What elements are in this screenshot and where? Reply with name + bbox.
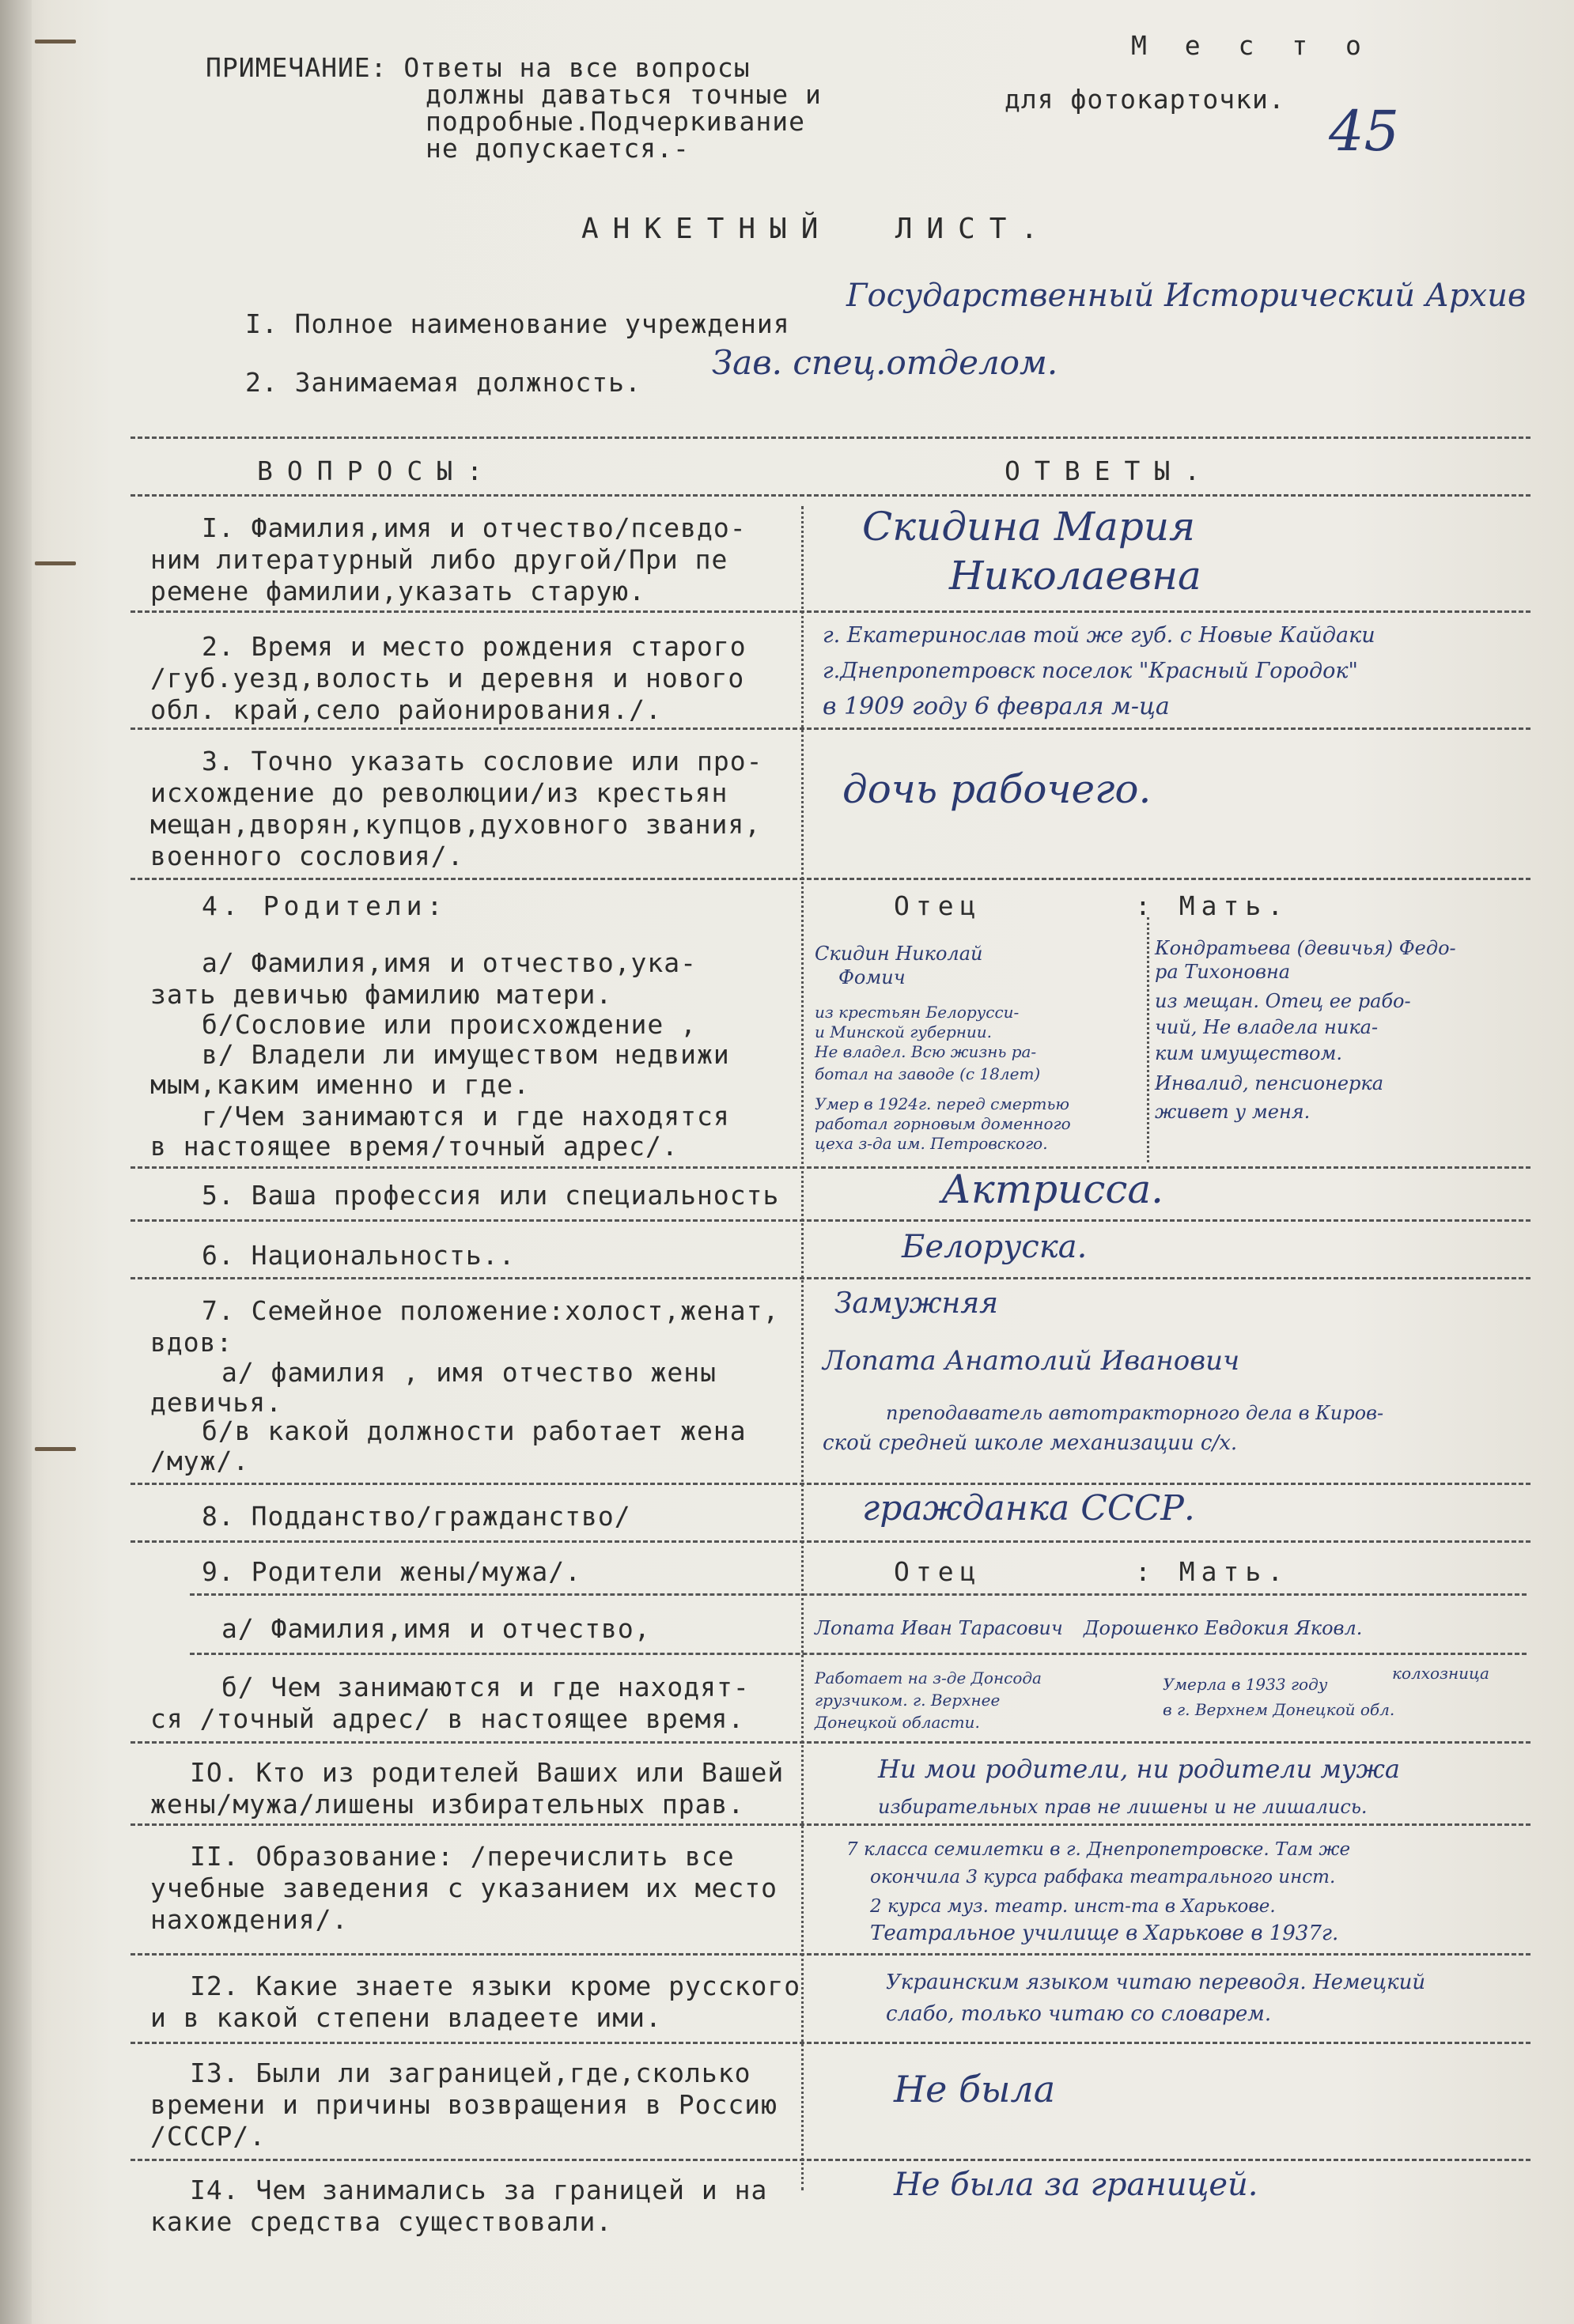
photo-place-label: М е с т о	[1131, 30, 1372, 61]
column-divider	[801, 506, 804, 2190]
q6-answer: Белоруска.	[902, 1229, 1088, 1265]
q4-father-head: Отец	[894, 890, 982, 921]
q4-text: б/Сословие или происхождение ,	[202, 1009, 698, 1040]
q11-answer: 7 класса семилетки в г. Днепропетровске. Там же	[846, 1839, 1351, 1860]
divider	[131, 1277, 1530, 1279]
q4-father-answer: Фомич	[838, 966, 906, 988]
q2-text: /губ.уезд,волость и деревня и нового	[150, 663, 745, 693]
q7-answer: Замужняя	[834, 1287, 998, 1320]
q4-mother-answer: живет у меня.	[1155, 1101, 1311, 1123]
q4-mother-answer: Кондратьева (девичья) Федо-	[1155, 937, 1456, 959]
q7-answer: ской средней школе механизации с/х.	[823, 1431, 1238, 1455]
divider	[131, 610, 1530, 613]
q4-text: зать девичью фамилию матери.	[150, 979, 613, 1010]
note-line: не допускается.-	[426, 133, 690, 164]
divider	[131, 436, 1530, 439]
answers-header: ОТВЕТЫ.	[1005, 455, 1215, 486]
q7-text: 7. Семейное положение:холост,женат,	[202, 1295, 780, 1326]
q4-text: в настоящее время/точный адрес/.	[150, 1131, 679, 1162]
q3-text: исхождение до революции/из крестьян	[150, 777, 728, 808]
q5-text: 5. Ваша профессия или специальность	[202, 1180, 780, 1211]
binding-edge	[0, 0, 32, 2324]
q11-answer: окончила 3 курса рабфака театрального инст.	[870, 1867, 1336, 1888]
q1-answer: Скидина Мария	[862, 504, 1196, 550]
q4-father-answer: и Минской губернии.	[815, 1022, 993, 1041]
page-title: АНКЕТНЫЙ ЛИСТ.	[581, 213, 1053, 245]
q6-text: 6. Национальность..	[202, 1240, 516, 1271]
q4-father-answer: цеха з-да им. Петровского.	[815, 1134, 1048, 1153]
q10-answer: избирательных прав не лишены и не лишались.	[878, 1796, 1368, 1818]
q14-text: какие средства существовали.	[150, 2206, 613, 2237]
q9b-text: б/ Чем занимаются и где находят-	[221, 1672, 750, 1702]
photo-place-label: для фотокарточки.	[1005, 84, 1285, 115]
q7-text: /муж/.	[150, 1445, 250, 1476]
q5-answer: Актрисса.	[941, 1166, 1164, 1212]
q4-text: в/ Владели ли имуществом недвижи	[202, 1039, 730, 1070]
divider	[131, 1823, 1530, 1826]
q12-text: I2. Какие знаете языки кроме русского	[190, 1971, 801, 2001]
q9-father-head: Отец	[894, 1556, 982, 1587]
q14-answer: Не была за границей.	[894, 2167, 1258, 2203]
institution-label: I. Полное наименование учреждения	[245, 308, 790, 339]
q1-answer: Николаевна	[949, 553, 1201, 599]
q9a-mother-answer: Дорошенко Евдокия Яковл.	[1084, 1617, 1363, 1639]
q3-answer: дочь рабочего.	[842, 766, 1152, 812]
q7-text: девичья.	[150, 1387, 282, 1418]
q13-text: I3. Были ли заграницей,где,сколько	[190, 2058, 751, 2088]
q10-answer: Ни мои родители, ни родители мужа	[878, 1754, 1400, 1784]
column-divider	[1147, 917, 1149, 1162]
q2-text: обл. край,село районирования./.	[150, 694, 662, 725]
q2-answer: г. Екатеринослав той же губ. с Новые Кайдаки	[823, 623, 1375, 648]
q10-text: IO. Кто из родителей Ваших или Вашей	[190, 1757, 785, 1788]
q7-answer: Лопата Анатолий Иванович	[823, 1345, 1240, 1377]
q4-father-answer: Умер в 1924г. перед смертью	[815, 1094, 1070, 1113]
q3-text: военного сословия/.	[150, 841, 464, 871]
q13-answer: Не была	[894, 2068, 1056, 2110]
note-line: ПРИМЕЧАНИЕ: Ответы на все вопросы	[206, 52, 751, 83]
q12-answer: слабо, только читаю со словарем.	[886, 2002, 1272, 2026]
q9b-mother-answer: в г. Верхнем Донецкой обл.	[1163, 1700, 1395, 1719]
q9-text: 9. Родители жены/мужа/.	[202, 1556, 581, 1587]
q9b-mother-answer: Умерла в 1933 году	[1163, 1675, 1328, 1694]
q9a-father-answer: Лопата Иван Тарасович	[815, 1617, 1063, 1639]
divider	[131, 1741, 1530, 1744]
q4-mother-answer: ким имуществом.	[1155, 1042, 1342, 1064]
staple	[35, 40, 76, 43]
q13-text: времени и причины возвращения в Россию	[150, 2089, 778, 2120]
q4-father-answer: из крестьян Белорусси-	[815, 1003, 1020, 1022]
q8-answer: гражданка СССР.	[862, 1488, 1195, 1529]
q4-head: 4. Родители:	[202, 890, 448, 921]
q12-answer: Украинским языком читаю переводя. Немецкий	[886, 1971, 1426, 1994]
divider	[190, 1653, 1527, 1655]
q2-answer: г.Днепропетровск поселок "Красный Городок"	[823, 659, 1358, 683]
q13-text: /СССР/.	[150, 2121, 267, 2152]
q9a-text: а/ Фамилия,имя и отчество,	[221, 1613, 651, 1644]
divider	[131, 1483, 1530, 1485]
divider	[131, 494, 1530, 497]
q2-text: 2. Время и место рождения старого	[202, 631, 747, 662]
note-line: должны даваться точные и	[426, 79, 822, 110]
questions-header: ВОПРОСЫ:	[257, 455, 497, 486]
divider	[131, 727, 1530, 730]
q4-text: а/ Фамилия,имя и отчество,ука-	[202, 947, 698, 978]
q9b-mother-answer: колхозница	[1392, 1664, 1489, 1683]
q1-text: I. Фамилия,имя и отчество/псевдо-	[202, 512, 747, 543]
q4-mother-answer: ра Тихоновна	[1155, 961, 1291, 983]
institution-answer: Государственный Исторический Архив	[846, 278, 1527, 314]
q9b-father-answer: Работает на з-де Донсода	[815, 1668, 1042, 1687]
position-answer: Зав. спец.отделом.	[712, 343, 1058, 382]
q12-text: и в какой степени владеете ими.	[150, 2002, 662, 2033]
q4-father-answer: работал горновым доменного	[815, 1114, 1071, 1133]
q4-mother-answer: чий, Не владела ника-	[1155, 1016, 1379, 1038]
q4-mother-answer: Инвалид, пенсионерка	[1155, 1072, 1384, 1094]
staple	[35, 561, 76, 565]
divider	[131, 878, 1530, 880]
q4-text: г/Чем занимаются и где находятся	[202, 1101, 730, 1132]
divider	[131, 1166, 1530, 1169]
divider	[190, 1593, 1527, 1596]
q3-text: мещан,дворян,купцов,духовного звания,	[150, 809, 762, 840]
divider	[131, 1953, 1530, 1956]
q4-mother-head: : Мать.	[1135, 890, 1290, 921]
q2-answer: в 1909 году 6 февраля м-ца	[823, 693, 1170, 720]
q4-father-answer: Не владел. Всю жизнь ра-	[815, 1042, 1037, 1061]
divider	[131, 1219, 1530, 1222]
q11-text: II. Образование: /перечислить все	[190, 1841, 735, 1872]
q9b-father-answer: грузчиком. г. Верхнее	[815, 1691, 1001, 1710]
position-label: 2. Занимаемая должность.	[245, 367, 641, 398]
q9b-text: ся /точный адрес/ в настоящее время.	[150, 1703, 745, 1734]
q3-text: 3. Точно указать сословие или про-	[202, 746, 763, 777]
q9b-father-answer: Донецкой области.	[815, 1713, 980, 1732]
q7-text: б/в какой должности работает жена	[202, 1415, 747, 1446]
q4-father-answer: ботал на заводе (с 18лет)	[815, 1064, 1041, 1083]
q4-text: мым,каким именно и где.	[150, 1069, 530, 1100]
q14-text: I4. Чем занимались за границей и на	[190, 2175, 768, 2205]
divider	[131, 2159, 1530, 2161]
q1-text: ремене фамилии,указать старую.	[150, 576, 646, 607]
note-line: подробные.Подчеркивание	[426, 106, 805, 137]
q7-text: вдов:	[150, 1327, 233, 1358]
q10-text: жены/мужа/лишены избирательных прав.	[150, 1789, 745, 1820]
q11-text: учебные заведения с указанием их место	[150, 1872, 778, 1903]
q7-answer: преподаватель автотракторного дела в Киров-	[886, 1402, 1384, 1424]
q11-text: нахождения/.	[150, 1904, 349, 1935]
q8-text: 8. Подданство/гражданство/	[202, 1501, 631, 1532]
q7-text: а/ фамилия , имя отчество жены	[221, 1357, 717, 1388]
q4-father-answer: Скидин Николай	[815, 943, 983, 965]
q11-answer: 2 курса муз. театр. инст-та в Харькове.	[870, 1896, 1276, 1917]
q4-mother-answer: из мещан. Отец ее рабо-	[1155, 990, 1411, 1012]
divider	[131, 2042, 1530, 2044]
q9-mother-head: : Мать.	[1135, 1556, 1290, 1587]
page-number: 45	[1329, 99, 1400, 164]
q11-answer: Театральное училище в Харькове в 1937г.	[870, 1922, 1339, 1945]
q1-text: ним литературный либо другой/При пе	[150, 544, 728, 575]
divider	[131, 1540, 1530, 1543]
staple	[35, 1447, 76, 1451]
